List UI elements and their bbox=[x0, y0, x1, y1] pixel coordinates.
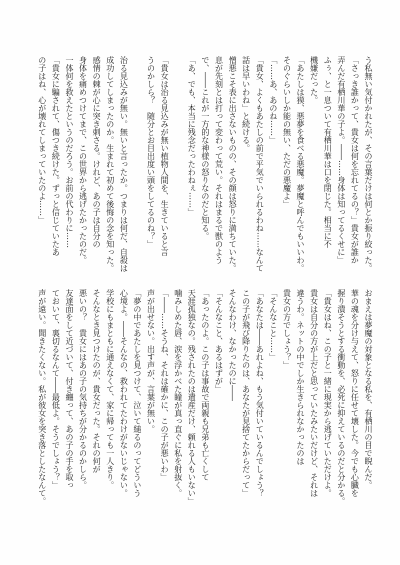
blank-column bbox=[171, 56, 185, 274]
lower-text-tier bbox=[35, 289, 375, 515]
text-column: 華の魂を分け与えて、怒りに任せて壊した。今でも心臓を bbox=[350, 289, 360, 497]
text-column: 声が出せない。出す声が、言葉が無い。 bbox=[146, 289, 156, 433]
text-column: 噛みしめた唇、涙を浮かべた瞳が真っ直ぐに私を射抜く。 bbox=[173, 289, 183, 497]
text-column: 一体何を救えたというのだろう。お前の代わりに…… bbox=[64, 56, 74, 248]
text-column: 憎悪こそ表に出さないものの、その顔は怒りに満ちていた。 bbox=[228, 56, 238, 272]
text-column: 「そんなこと……」 bbox=[268, 289, 278, 361]
text-column: 「――……そうね、それは確かに、この子が悪いわ」 bbox=[160, 289, 170, 481]
text-column: 「貴女に騙されて、傷つき続けた。ずっと信じていたあ bbox=[51, 56, 61, 256]
text-column: 「あったのよ。この子は事故で両親も兄弟も亡くして bbox=[200, 289, 210, 481]
text-column: 感情の棘が心に突き刺さる。けれど、あの子は自分の bbox=[92, 56, 102, 248]
text-column: 「さっき誰かって、貴女は何を忘れてるの？」貴女が誰か bbox=[350, 56, 360, 264]
text-column: 治る見込みが無い。無いと言ったか。つまりは何だ、自殺は bbox=[119, 56, 129, 272]
upper-text-tier bbox=[35, 56, 375, 274]
text-column: 天涯孤独なの。残されたのは遺産だけ、頼れる人もいない」 bbox=[187, 289, 197, 505]
text-column: 友達面をして近づいて、付き纏って、あの子の手を取っ bbox=[64, 289, 74, 489]
text-column: 「夢の中であたしを見つけて、泣いて縋るのってどういう bbox=[132, 289, 142, 497]
text-column: 握り潰そうとする衝動を、必死に抑えているのだと分かる。 bbox=[336, 289, 346, 505]
text-column: 「貴女、よくもあたしの前で平気でいられるわね……なんて bbox=[255, 56, 265, 272]
text-column: おまえは夢魔の対象となる私を、有栖川の目で睨んだ。 bbox=[364, 289, 373, 489]
text-column: そんなとき見つけたのが、貴女だった。それの何が bbox=[92, 289, 102, 473]
text-column: 弄んだ有栖川華の子よ。――……身体は知ってるくせに」 bbox=[336, 56, 346, 264]
text-column: うのかしら？ 随分とお目出度い頭をしてるのね？」 bbox=[146, 56, 156, 248]
text-column: ふぅ、と一息ついて有栖川華は口を閉じた。相当に不 bbox=[323, 56, 333, 248]
text-column: 「……あ、あのね……」 bbox=[268, 56, 278, 144]
text-column: そのぐらいしか能の無い、ただの悪魔よ」 bbox=[282, 56, 292, 208]
text-column: 「あなたは――あれよね、もう気付いているんでしょう？ bbox=[255, 289, 265, 497]
text-column: 「そんなこと、あるはずが」 bbox=[214, 289, 224, 393]
text-column: この子が飛び降りたのは、あなたが見捨てたからだって」 bbox=[241, 289, 251, 497]
text-column: 「貴女は治る見込みが無い植物人間を、生きていると言 bbox=[160, 56, 170, 256]
text-column: 悪いの？ 貴女にはあの子の気持ちが分かるのかしら。 bbox=[78, 289, 88, 489]
text-column: 貴女は自分の方が上だと思っていたみたいだけど、それは bbox=[309, 289, 319, 497]
text-column: そんなわけ、なかったのに―― bbox=[228, 289, 238, 401]
text-column: 心境よ。――そんなの、救われてたわけがないじゃない。 bbox=[119, 289, 129, 497]
text-column: 息が先刻とは打って変わって荒い。それはまるで獣のよう bbox=[214, 56, 224, 264]
text-column: 話は早いわね」と続ける。 bbox=[241, 56, 251, 152]
text-column: の子はね、心が壊れてしまっていたのよ……」 bbox=[37, 56, 47, 224]
text-column: 声が遠い。聞きたくない。私が彼女を突き落としたなんて。 bbox=[37, 289, 47, 505]
text-column: で、――これが一方的な神様の怒りなのだと知る。 bbox=[200, 56, 210, 240]
text-column: ておいて、裏切るなんて――最低よ。そうでしょう？」 bbox=[51, 289, 61, 489]
text-column: 貴女の方でしょう？」 bbox=[282, 289, 292, 369]
text-column: う私無い気付かれたが、その言葉だけは何とか振り絞った。 bbox=[364, 56, 373, 272]
text-column: 「あ、でも、本当に残念だったわねぇ……」 bbox=[187, 56, 197, 216]
text-column: 学校にもまともに通えなくて、家に帰っても一人きり。 bbox=[105, 289, 115, 489]
text-column: 「あたしは獏、悪夢を食べる悪魔。夢魔と呼んでもいいわ。 bbox=[296, 56, 306, 272]
text-column: 「貴女はね、この子と一緒に現実から逃げていただけよ。 bbox=[323, 289, 333, 497]
text-column: 成功してしまったのか。生まれて初めて後悔の念を知った。 bbox=[105, 56, 115, 272]
text-column: 違うわ。ネットの中でしか生きられなかったのは bbox=[296, 289, 306, 465]
blank-column bbox=[130, 56, 144, 274]
text-column: 身体を痛めつけてまで、この世界から逃げたかったのだ。 bbox=[78, 56, 88, 264]
text-column: 機嫌だった。 bbox=[309, 56, 319, 104]
